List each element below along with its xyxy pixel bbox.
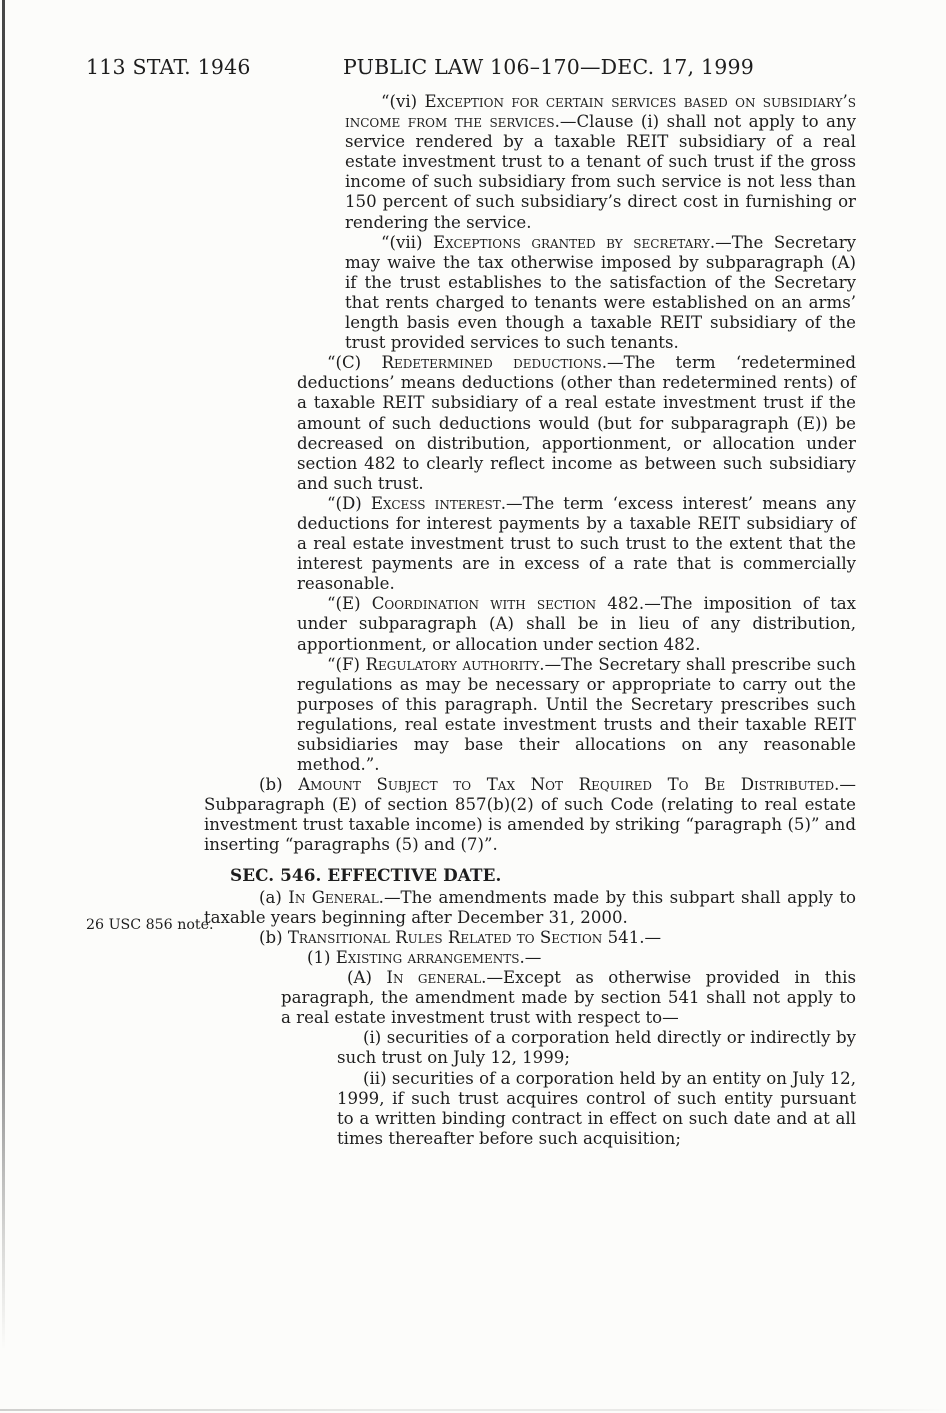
running-head: [0, 55, 946, 83]
text-run: “(vii): [381, 232, 434, 252]
text-run: The term ‘excess interest’ means any deductions for interest payments by a taxable REIT subsidiary of a real estate investment trust to such trust to the extent that the interest payments are in excess of a rate that is commercially reasonable.: [297, 493, 856, 594]
stat-page-number: 113 STAT. 1946: [86, 55, 251, 79]
smallcaps-run: Exception for certain services based on subsidiary’s income from the services.—: [345, 92, 857, 132]
smallcaps-run: Excess interest.—: [370, 493, 523, 513]
subsection-a-in-general: [204, 888, 856, 928]
text-run: The term ‘redetermined deductions’ means deductions (other than redetermined rents) of a taxable REIT subsidiary of a real estate investment trust if the amount of such deductions would (but for subparagraph (E)) be decreased on distribution, apportionment, or allocation under section 482 to clearly reflect income as between such subsidiary and such trust.: [297, 353, 856, 493]
smallcaps-run: Regulatory authority.—: [365, 654, 562, 674]
smallcaps-run: Transitional Rules Related to Section 541.—: [287, 927, 662, 947]
text-run: (i) securities of a corporation held directly or indirectly by such trust on July 12, 1999;: [337, 1028, 856, 1068]
text-run: “(vi): [381, 92, 425, 111]
text-run: “(C): [327, 353, 382, 373]
text-run: The imposition of tax under subparagraph (A) shall be in lieu of any distribution, apportionment, or allocation under section 482.: [297, 594, 856, 654]
clause-vi-exception-for-certain-services: [345, 92, 856, 233]
margin-note-usc-citation: 26 USC 856 note.: [86, 917, 214, 933]
smallcaps-run: Exceptions granted by secretary.—: [433, 232, 732, 252]
smallcaps-run: Coordination with section 482.—: [371, 594, 661, 614]
text-run: (a): [259, 887, 289, 907]
subsection-b-transitional-rules: [204, 928, 856, 948]
clause-i-securities-held-directly: [337, 1028, 856, 1068]
subparagraph-F-regulatory-authority: [297, 655, 856, 776]
text-run: “(D): [327, 493, 371, 513]
text-run: (b): [259, 927, 288, 947]
subparagraph-D-excess-interest: [297, 494, 856, 594]
text-run: Clause (i) shall not apply to any service rendered by a taxable REIT subsidiary of a real estate investment trust to a tenant of such trust if the gross income of such subsidiary from such service is not less than 150 percent of such subsidiary’s direct cost in furnishing or rendering the service.: [345, 112, 857, 232]
text-run: The Secretary may waive the tax otherwise imposed by subparagraph (A) if the trust establishes to the satisfaction of the Secretary that rents charged to tenants were established on an arms’ length basis even though a taxable REIT subsidiary of the trust provided services to such tenants.: [345, 232, 857, 353]
text-run: “(F): [327, 654, 366, 674]
section-546-heading: [230, 865, 856, 885]
text-run: (A): [347, 968, 387, 988]
body-paragraphs: [204, 92, 856, 1149]
scan-edge-left: [2, 0, 5, 1350]
subparagraph-E-coordination-with-section-482: [297, 594, 856, 654]
paragraph-1-existing-arrangements: [260, 948, 856, 968]
text-run: (1): [307, 947, 336, 967]
smallcaps-run: In General.—: [288, 887, 401, 907]
text-run: (ii) securities of a corporation held by an entity on July 12, 1999, if such trust acquires control of such entity pursuant to a written binding contract in effect on such date and at all times thereafter before such acquisition;: [337, 1068, 856, 1148]
bold-run: SEC. 546. EFFECTIVE DATE.: [230, 864, 502, 885]
smallcaps-run: Amount Subject to Tax Not Required To Be Distributed.—: [298, 775, 856, 795]
smallcaps-run: In general.—: [386, 968, 504, 988]
subparagraph-A-in-general: [281, 968, 856, 1028]
text-run: “(E): [327, 594, 372, 614]
text-run: (b): [259, 775, 299, 795]
clause-ii-securities-held-by-entity: [337, 1069, 856, 1149]
text-run: The Secretary shall prescribe such regulations as may be necessary or appropriate to carry out the purposes of this paragraph. Until the Secretary prescribes such regulations, real estate investment trusts and their taxable REIT subsidiaries may base their allocations on any reasonable method.”.: [297, 654, 856, 775]
subparagraph-C-redetermined-deductions: [297, 353, 856, 494]
scan-edge-bottom: [0, 1409, 946, 1411]
text-run: Subparagraph (E) of section 857(b)(2) of such Code (relating to real estate investment trust taxable income) is amended by striking “paragraph (5)” and inserting “paragraphs (5) and (7)”.: [204, 795, 856, 855]
subsection-b-amount-subject-to-tax: [204, 775, 856, 855]
smallcaps-run: Existing arrangements.—: [335, 947, 542, 967]
text-run: The amendments made by this subpart shall apply to taxable years beginning after December 31, 2000.: [204, 887, 856, 927]
public-law-running-title: PUBLIC LAW 106–170—DEC. 17, 1999: [343, 55, 754, 79]
clause-vii-exceptions-granted-by-secretary: [345, 233, 856, 354]
text-run: Except as otherwise provided in this paragraph, the amendment made by section 541 shall not apply to a real estate investment trust with respect to—: [281, 968, 856, 1028]
smallcaps-run: Redetermined deductions.—: [381, 353, 624, 373]
